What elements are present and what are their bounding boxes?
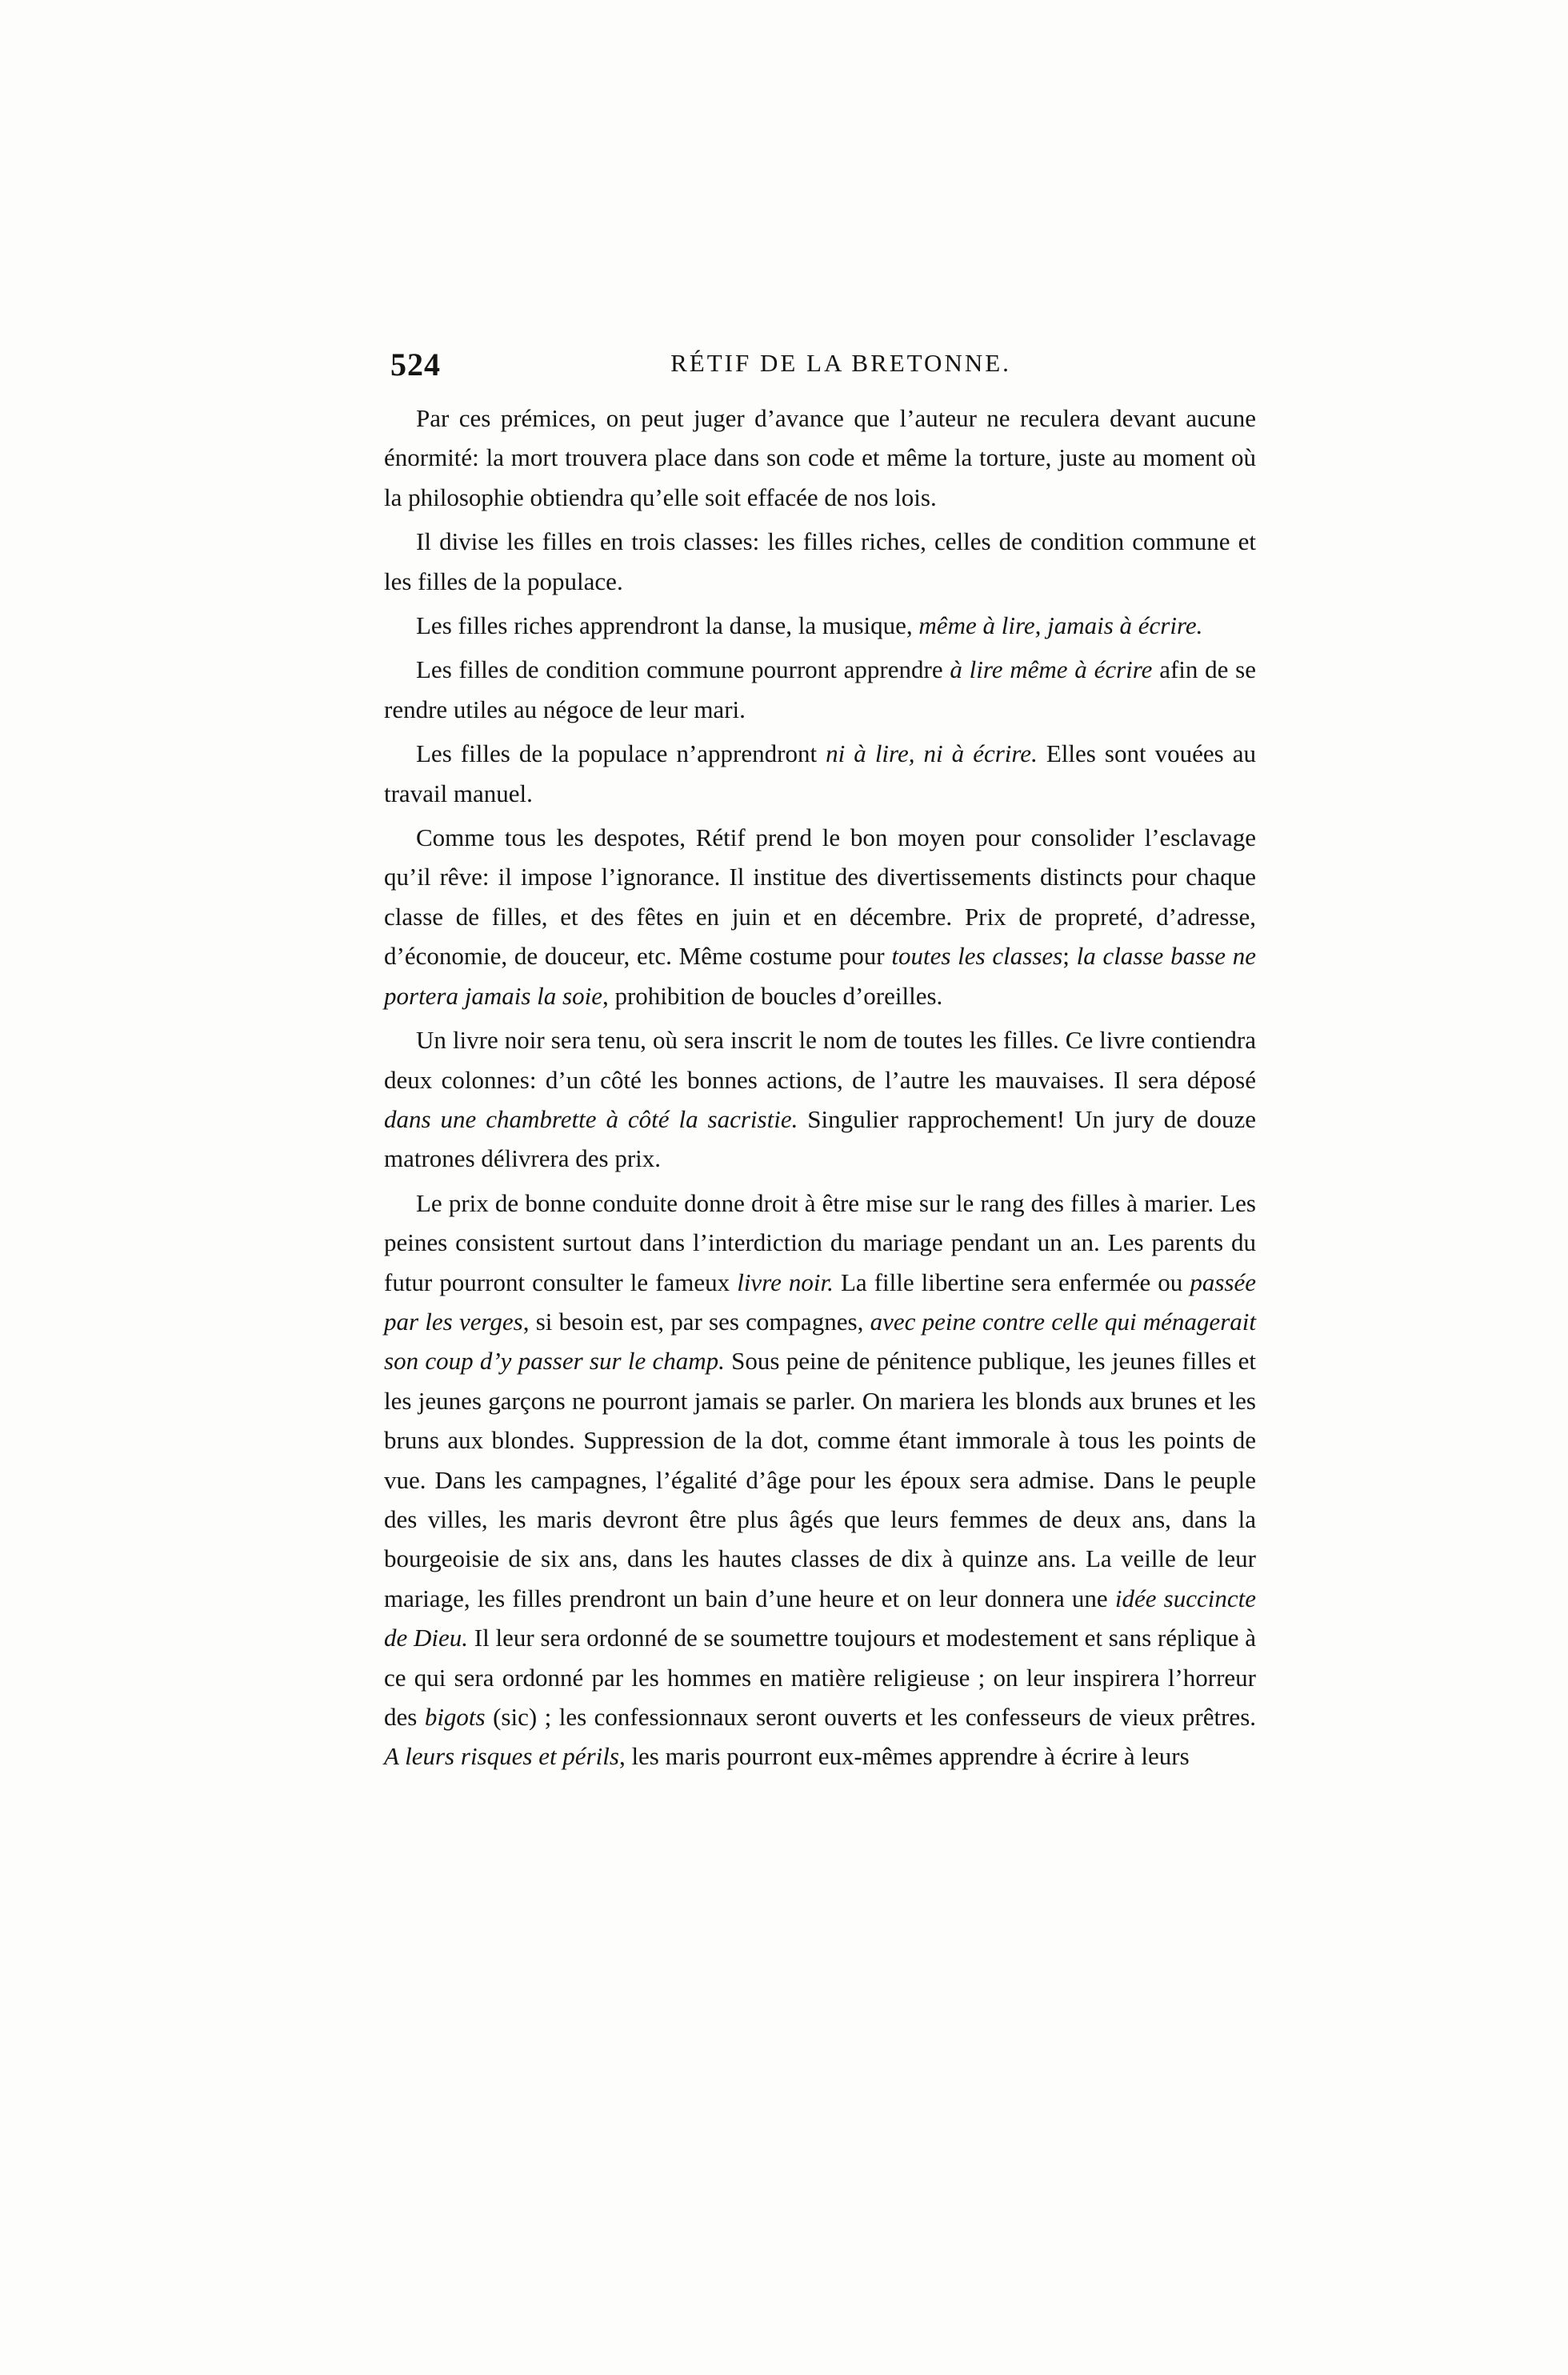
text-run: (sic) ; les confessionnaux seront ouverts et les confesseurs de vieux prêtres. [485, 1703, 1257, 1731]
paragraph [384, 606, 1256, 645]
text-run: Par ces prémices, on peut juger d’avance que l’auteur ne reculera devant aucune énormité: la mort trouvera place dans son code et même la torture, juste au moment où la philosophie obtiendra qu’elle soit effacée de nos lois. [384, 404, 1256, 511]
text-run: Il divise les filles en trois classes: les filles riches, celles de condition commune et les filles de la populace. [384, 527, 1256, 595]
paragraph [384, 734, 1256, 813]
paragraph [384, 399, 1256, 517]
italic-run: à lire même à écrire [950, 655, 1153, 684]
text-run: Les filles riches apprendront la danse, la musique, [416, 611, 919, 640]
italic-run: idée succincte de Dieu. [384, 1584, 1256, 1652]
text-run: Comme tous les despotes, Rétif prend le bon moyen pour consolider l’esclavage qu’il rêve: il impose l’ignorance. Il institue des divertissements distincts pour chaque classe de filles, et des fêtes en juin et en décembre. Prix de propreté, d’adresse, d’économie, de douceur, etc. Même costume pour [384, 823, 1256, 971]
text-run: afin de se rendre utiles au négoce de leur mari. [384, 655, 1257, 723]
italic-run: passée par les verges [384, 1268, 1256, 1336]
paragraph [384, 522, 1256, 601]
page-header [390, 346, 1259, 384]
text-run: Sous peine de pénitence publique, les jeunes filles et les jeunes garçons ne pourront jamais se parler. On mariera les blonds aux brunes et les bruns aux blondes. Suppression de la dot, comme étant immorale à tous les points de vue. Dans les campagnes, l’égalité d’âge pour les époux sera admise. Dans le peuple des villes, les maris devront être plus âgés que leurs femmes de deux ans, dans la bourgeoisie de six ans, dans les hautes classes de dix à quinze ans. La veille de leur mariage, les filles prendront un bain d’une heure et on leur donnera une [384, 1347, 1256, 1612]
text-run: Singulier rapprochement! Un jury de douze matrones délivrera des prix. [384, 1104, 1257, 1173]
italic-run: avec peine contre celle qui ménagerait son coup d’y passer sur le champ. [384, 1307, 1256, 1376]
text-run: , prohibition de boucles d’oreilles. [602, 981, 943, 1010]
text-run: , les maris pourront eux-mêmes apprendre à écrire à leurs [618, 1742, 1190, 1771]
paragraph [384, 650, 1256, 729]
italic-run: ni à lire, ni à écrire. [826, 739, 1038, 768]
text-run: , si besoin est, par ses compagnes, [522, 1307, 870, 1336]
paragraph [384, 818, 1256, 1015]
paragraph [384, 1020, 1256, 1179]
page-number: 524 [390, 346, 441, 382]
text-run: La fille libertine sera enfermée ou [833, 1268, 1190, 1296]
text-run: Un livre noir sera tenu, où sera inscrit le nom de toutes les filles. Ce livre contiendra deux colonnes: d’un côté les bonnes actions, de l’autre les mauvaises. Il sera déposé [384, 1026, 1256, 1094]
italic-run: la classe basse ne portera jamais la soie [384, 942, 1256, 1010]
italic-run: même à lire, jamais à écrire. [918, 611, 1203, 640]
text-run: Elles sont vouées au travail manuel. [384, 739, 1256, 807]
text-run: Les filles de condition commune pourront apprendre [416, 655, 950, 684]
text-run: Le prix de bonne conduite donne droit à être mise sur le rang des filles à marier. Les peines consistent surtout dans l’interdiction du mariage pendant un an. Les parents du futur pourront consulter le fameux [384, 1188, 1256, 1296]
italic-run: bigots [424, 1703, 486, 1731]
text-run: Il leur sera ordonné de se soumettre toujours et modestement et sans réplique à ce qui sera ordonné par les hommes en matière religieuse ; on leur inspirera l’horreur des [384, 1624, 1256, 1731]
text-run: Les filles de la populace n’apprendront [416, 739, 826, 768]
italic-run: A leurs risques et périls [384, 1742, 619, 1771]
body-text [384, 399, 1256, 1776]
italic-run: toutes les classes [891, 942, 1063, 971]
italic-run: dans une chambrette à côté la sacristie. [384, 1104, 798, 1133]
running-head: RÉTIF DE LA BRETONNE. [670, 349, 1011, 377]
italic-run: livre noir. [737, 1268, 834, 1296]
paragraph [384, 1183, 1256, 1776]
text-run: ; [1062, 942, 1077, 971]
